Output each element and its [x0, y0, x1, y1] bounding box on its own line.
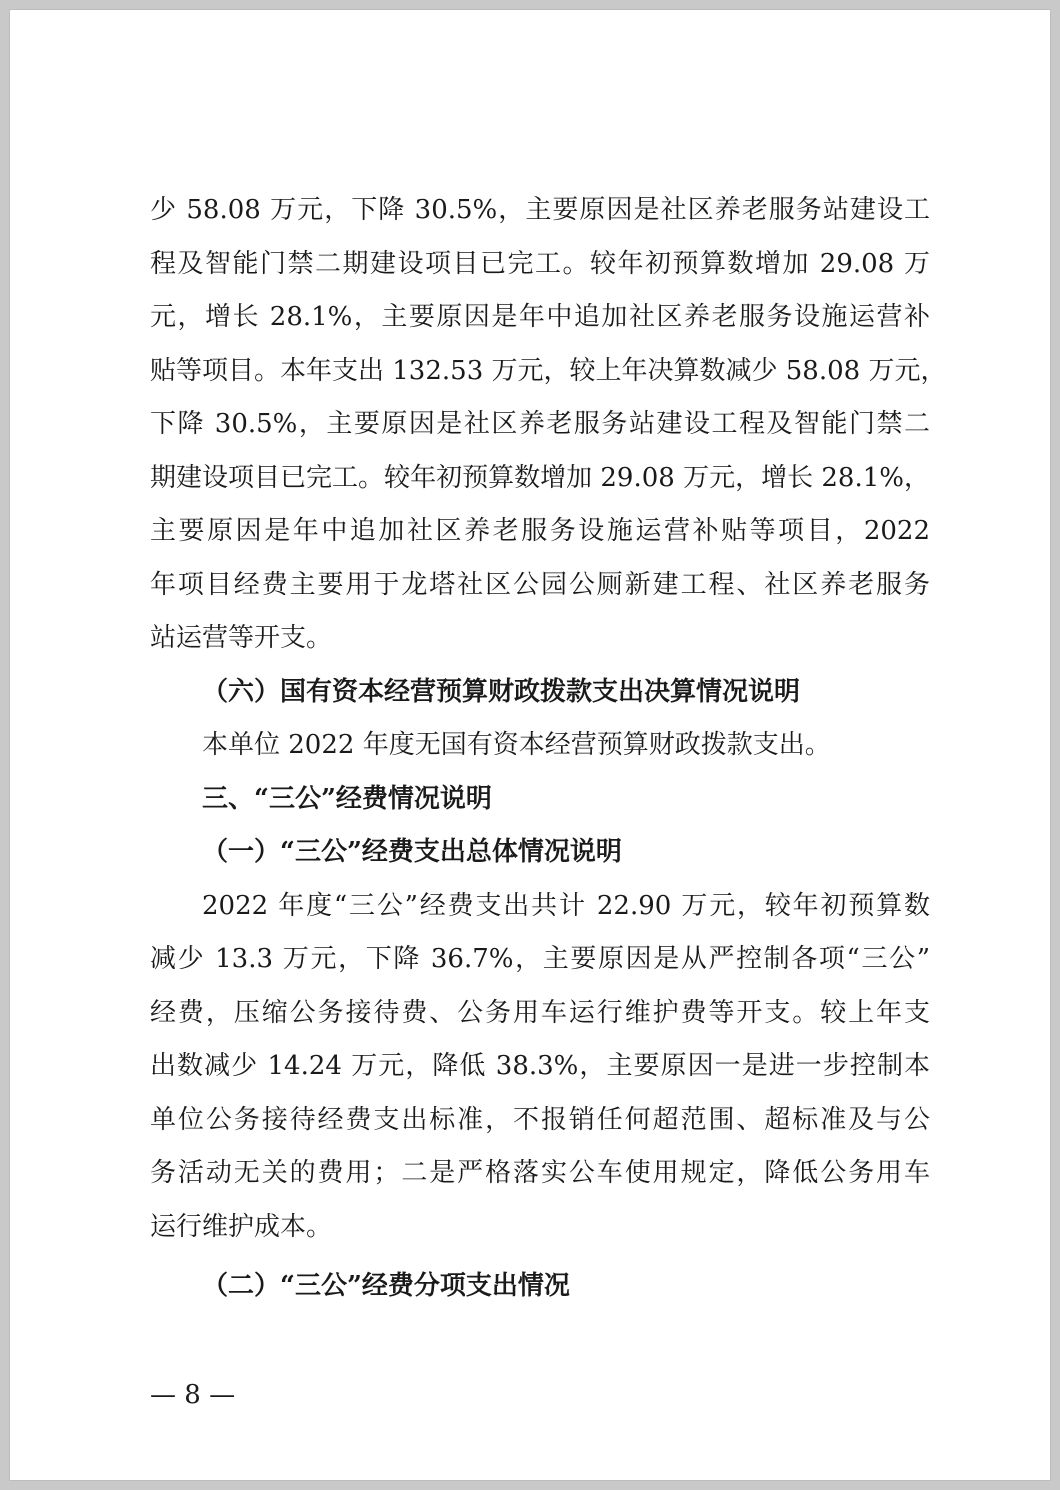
- paragraph-6: 本单位 2022 年度无国有资本经营预算财政拨款支出。: [202, 730, 831, 760]
- body-line: 减少 13.3 万元，下降 36.7%，主要原因是从严控制各项“三公”: [150, 944, 930, 974]
- body-line: 程及智能门禁二期建设项目已完工。较年初预算数增加 29.08 万: [150, 248, 930, 279]
- body-line: 运行维护成本。: [150, 1211, 333, 1242]
- section-heading-6: （六）国有资本经营预算财政拨款支出决算情况说明: [202, 676, 801, 707]
- body-line: 下降 30.5%，主要原因是社区养老服务站建设工程及智能门禁二: [150, 409, 930, 439]
- document-body: [150, 184, 947, 1314]
- page-number: — 8 —: [150, 1380, 236, 1410]
- body-line: 出数减少 14.24 万元，降低 38.3%，主要原因一是进一步控制本: [150, 1051, 930, 1081]
- body-line: 务活动无关的费用；二是严格落实公车使用规定，降低公务用车: [150, 1158, 930, 1188]
- body-line: 2022 年度“三公”经费支出共计 22.90 万元，较年初预算数: [202, 890, 930, 921]
- body-line: 贴等项目。本年支出 132.53 万元，较上年决算数减少 58.08 万元，: [150, 355, 947, 386]
- body-line: 年项目经费主要用于龙塔社区公园公厕新建工程、社区养老服务: [150, 569, 930, 600]
- body-line: 单位公务接待经费支出标准，不报销任何超范围、超标准及与公: [150, 1104, 930, 1135]
- subsection-heading-3-2: （二）“三公”经费分项支出情况: [202, 1271, 570, 1301]
- subsection-heading-3-1: （一）“三公”经费支出总体情况说明: [202, 837, 622, 867]
- body-line: 元，增长 28.1%，主要原因是年中追加社区养老服务设施运营补: [150, 302, 930, 332]
- body-line: 期建设项目已完工。较年初预算数增加 29.08 万元，增长 28.1%，: [150, 462, 930, 493]
- section-heading-3: 三、“三公”经费情况说明: [202, 783, 492, 814]
- body-line: 少 58.08 万元，下降 30.5%，主要原因是社区养老服务站建设工: [150, 195, 930, 225]
- body-line: 经费，压缩公务接待费、公务用车运行维护费等开支。较上年支: [150, 997, 930, 1028]
- body-line: 主要原因是年中追加社区养老服务设施运营补贴等项目，2022: [150, 516, 930, 546]
- body-line: 站运营等开支。: [150, 623, 333, 653]
- document-page: [10, 10, 1050, 1480]
